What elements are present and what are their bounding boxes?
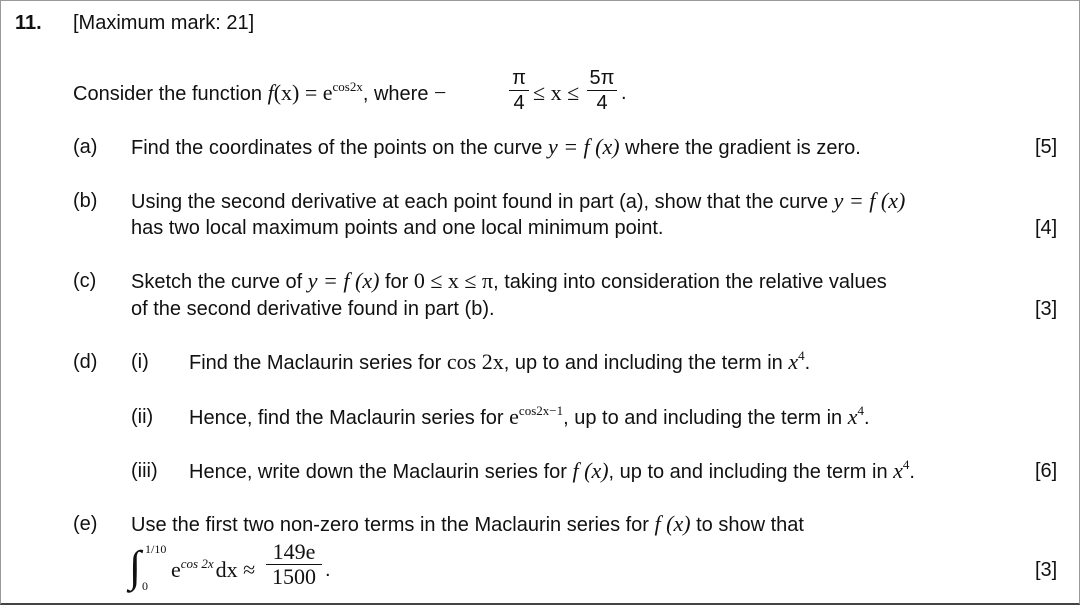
part-d-marks: [6] — [1035, 460, 1058, 482]
integrand: $e^{cos 2x}dx$ ≈ — [171, 556, 256, 582]
part-e-marks: [3] — [1035, 559, 1058, 581]
intro-text: Consider the function $f(x) = e^{cos2x}$, where − — [73, 79, 447, 105]
part-a-text: Find the coordinates of the points on the curve y = f (x) where the gradient is zero. — [131, 134, 861, 159]
question-number: 11. — [15, 12, 42, 34]
part-c-line1: Sketch the curve of y = f (x) for 0 ≤ x ≤ π, taking into consideration the relative values — [131, 268, 887, 293]
part-c-label: (c) — [73, 270, 97, 292]
part-c-marks: [3] — [1035, 298, 1058, 320]
part-d-ii-text: Hence, find the Maclaurin series for $e^{cos2x-1}$, up to and including the term in $x^4$. — [189, 403, 870, 429]
part-d-label: (d) — [73, 351, 98, 373]
part-d-i-label: (i) — [131, 351, 149, 373]
fraction-149e-over-1500: 149e 1500 — [266, 541, 322, 588]
part-e-label: (e) — [73, 513, 98, 535]
integral-lower-limit: 0 — [142, 579, 148, 593]
part-d-iii-text: Hence, write down the Maclaurin series for f (x), up to and including the term in $x^4$. — [189, 457, 915, 483]
part-d-iii-label: (iii) — [131, 460, 158, 482]
part-e-text: Use the first two non-zero terms in the Maclaurin series for f (x) to show that — [131, 511, 804, 536]
maximum-mark: [Maximum mark: 21] — [73, 12, 255, 34]
fraction-pi-over-4: π 4 — [509, 67, 529, 114]
part-b-line1: Using the second derivative at each point found in part (a), show that the curve y = f (x) — [131, 188, 906, 213]
inequality: ≤ x ≤ — [533, 80, 580, 105]
part-e-period: . — [325, 559, 331, 581]
fraction-5pi-over-4: 5π 4 — [587, 67, 617, 114]
intro-period: . — [621, 82, 627, 104]
part-c-line2: of the second derivative found in part (b). — [131, 298, 495, 320]
part-b-label: (b) — [73, 190, 98, 212]
part-a-label: (a) — [73, 136, 98, 158]
part-d-i-text: Find the Maclaurin series for cos 2x, up to and including the term in $x^4$. — [189, 348, 811, 374]
part-b-marks: [4] — [1035, 217, 1058, 239]
integral-upper-limit: 1/10 — [145, 542, 167, 556]
part-b-line2: has two local maximum points and one local minimum point. — [131, 217, 664, 239]
integral-sign-icon: ∫ — [129, 542, 142, 591]
part-a-marks: [5] — [1035, 136, 1058, 158]
part-d-ii-label: (ii) — [131, 406, 154, 428]
